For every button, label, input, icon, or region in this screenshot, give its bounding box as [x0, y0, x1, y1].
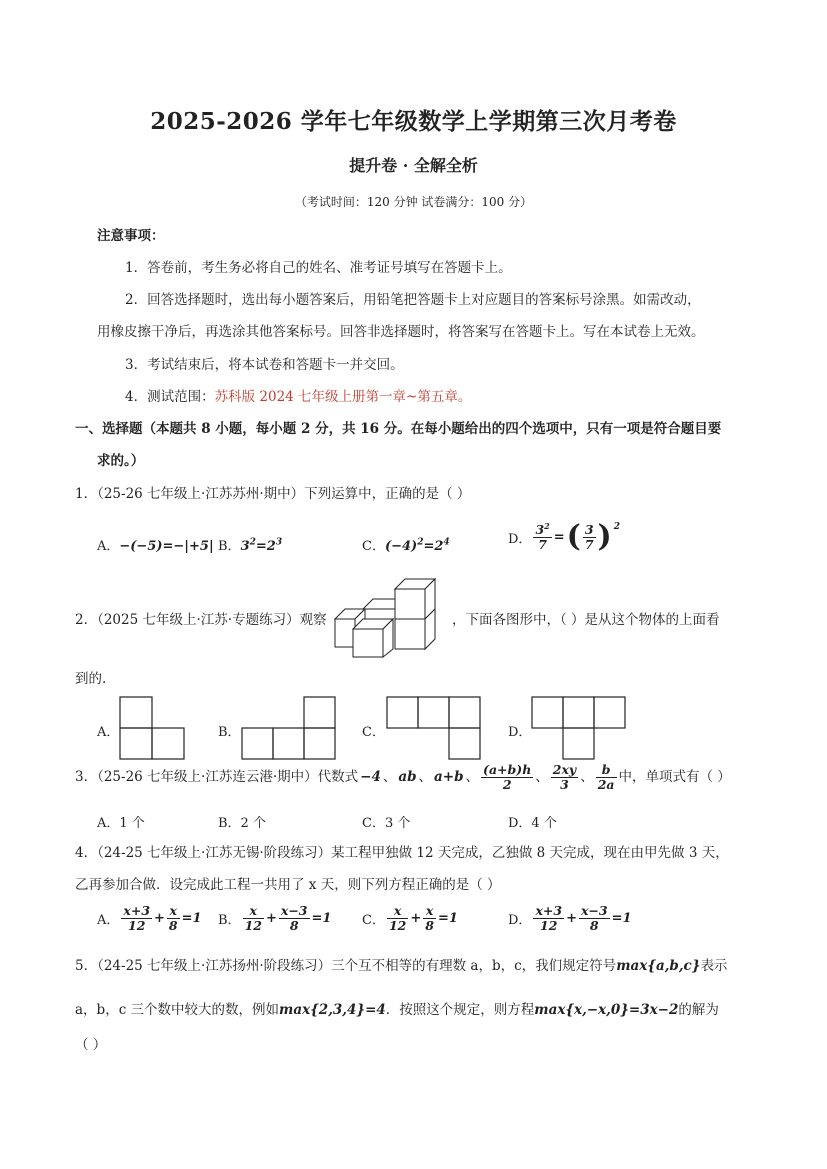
- q4-d-label: D．: [508, 912, 532, 928]
- q1-d-num-base: 3: [535, 522, 545, 538]
- notice-item-2b: 用橡皮擦干净后，再选涂其他答案标号。回答非选择题时，将答案写在答题卡上。写在本试卷上无效。: [97, 324, 705, 340]
- q1-option-c-label: C．: [362, 539, 385, 554]
- q5-stem-b3: 的解为: [678, 1002, 719, 1018]
- q3-option-d[interactable]: D．4 个: [508, 816, 557, 831]
- q2-option-c-figure[interactable]: [386, 696, 482, 760]
- q5-symbol: max{a,b,c}: [616, 958, 701, 974]
- q1-d-rnum: 3: [584, 521, 594, 537]
- q1-d-num-exp: 2: [544, 521, 550, 532]
- q1-option-b[interactable]: [218, 535, 282, 554]
- q4-option-a[interactable]: [97, 904, 202, 933]
- q4-d-n1: x+3: [535, 903, 563, 918]
- notice-item-3: 3．考试结束后，将本试卷和答题卡一并交回。: [125, 357, 404, 373]
- q1-option-d[interactable]: D． $\frac{3^2}{7}$ = ( $\frac{3}{7}$ ) $^2$: [508, 519, 620, 554]
- q4-d-eq: =1: [611, 910, 632, 926]
- q4-a-eq: =1: [181, 910, 202, 926]
- q5-equation: max{x,−x,0}=3x−2: [534, 1002, 679, 1018]
- q4-option-b[interactable]: [218, 904, 331, 933]
- q1-d-rden: 7: [584, 536, 594, 552]
- q3-term-1: −4: [360, 769, 381, 786]
- notice-item-4-prefix: 4．测试范围：: [125, 389, 215, 405]
- q4-b-plus: +: [265, 910, 277, 926]
- q3-option-c[interactable]: C．3 个: [362, 816, 411, 831]
- q4-a-d1: 12: [128, 917, 146, 933]
- q1-option-d-label: D．: [508, 531, 532, 547]
- q5-stem-line-1: [75, 958, 727, 974]
- q3-stem-b: 中，单项式有（ ）: [618, 769, 731, 786]
- q1-option-a[interactable]: [97, 535, 214, 554]
- q1-b-exp2: 3: [275, 537, 283, 548]
- q1-b-mid: =2: [255, 539, 276, 554]
- q2-cube-figure: [333, 577, 445, 659]
- q2-option-d-figure[interactable]: [531, 696, 627, 760]
- exam-meta: （考试时间：120 分钟 试卷满分：100 分）: [294, 195, 533, 209]
- notice-heading: 注意事项：: [97, 228, 165, 244]
- q4-c-n2: x: [423, 904, 436, 919]
- q3-term-2: ab: [398, 769, 417, 786]
- q4-c-d2: 8: [425, 917, 434, 933]
- q1-c-exp1: 2: [417, 537, 424, 548]
- q3-stem-a: 3．（25-26 七年级上·江苏连云港·期中）代数式: [75, 769, 359, 786]
- q1-option-c[interactable]: [362, 535, 450, 554]
- q2-stem-a: 2．（2025 七年级上·江苏·专题练习）观察: [75, 612, 327, 628]
- q4-a-label: A．: [97, 912, 120, 928]
- q5-stem-a: 5．（24-25 七年级上·江苏扬州·阶段练习）三个互不相等的有理数 a，b，c，我们规定符号: [75, 958, 617, 974]
- q1-d-den: 7: [538, 537, 547, 553]
- q1-c-base: (−4): [384, 539, 418, 554]
- q3-sep-3: 、: [465, 769, 480, 786]
- q3-term-6-den: 2a: [597, 776, 615, 792]
- q4-c-plus: +: [410, 910, 422, 926]
- q4-stem-a: 4．（24-25 七年级上·江苏无锡·阶段练习）某工程甲独做 12 天完成，乙独做 8 天完成，现在由甲先做 3 天，: [75, 845, 729, 861]
- q1-c-exp2: 4: [443, 537, 450, 548]
- section-1-heading-cont: 求的。）: [97, 453, 145, 469]
- q4-b-label: B．: [218, 912, 241, 928]
- q2-option-c-label[interactable]: C．: [362, 725, 385, 740]
- q3-term-5-num: 2xy: [552, 762, 577, 777]
- q3-term-4-den: 2: [502, 776, 512, 792]
- q4-d-plus: +: [566, 910, 577, 926]
- q4-b-eq: =1: [311, 910, 332, 926]
- q5-stem-b2: ．按照这个规定，则方程: [385, 1002, 535, 1018]
- q5-stem-line-2: [75, 1002, 719, 1018]
- section-1-heading: 一、选择题（本题共 8 小题，每小题 2 分，共 16 分。在每小题给出的四个选项中，只有一项是符合题目要: [75, 421, 722, 437]
- q2-option-a-figure[interactable]: [119, 696, 185, 760]
- q5-stem-a2: 表示: [700, 958, 728, 974]
- q2-option-a-label[interactable]: A．: [97, 725, 120, 740]
- q3-sep-2: 、: [418, 769, 433, 786]
- q2-stem-c: 到的.: [75, 671, 107, 687]
- q4-option-c[interactable]: [362, 904, 458, 933]
- q2-option-b-label[interactable]: B．: [218, 725, 241, 740]
- q1-option-a-label: A．: [97, 539, 120, 554]
- q4-c-d1: 12: [388, 917, 407, 933]
- q4-stem-b: 乙再参加合做．设完成此工程一共用了 x 天，则下列方程正确的是（ ）: [75, 877, 501, 893]
- q5-stem-b1: a，b，c 三个数中较大的数，例如: [75, 1002, 280, 1018]
- q1-c-mid: =2: [423, 539, 444, 554]
- q1-stem: 1．（25-26 七年级上·江苏苏州·期中）下列运算中，正确的是（ ）: [75, 486, 471, 502]
- q4-d-d2: 8: [589, 917, 599, 933]
- q5-answer-blank: （ ）: [75, 1037, 107, 1053]
- q1-b-base: 3: [240, 539, 250, 554]
- q4-a-plus: +: [154, 910, 165, 926]
- notice-item-4-range: 苏科版 2024 七年级上册第一章~第五章。: [214, 389, 472, 405]
- q1-option-a-expr: −(−5)=−|+5|: [119, 539, 214, 554]
- q4-c-eq: =1: [437, 910, 458, 926]
- q3-sep-5: 、: [580, 769, 594, 786]
- q4-b-d1: 12: [244, 917, 262, 933]
- q3-term-4-num: (a+b)h: [483, 762, 532, 777]
- q4-d-d1: 12: [540, 917, 558, 933]
- q1-b-exp1: 2: [249, 537, 256, 548]
- q3-option-b[interactable]: B．2 个: [218, 816, 266, 831]
- q4-c-label: C．: [362, 912, 385, 928]
- q4-b-n2: x−3: [280, 903, 308, 918]
- q2-stem-b: ，下面各图形中，（ ）是从这个物体的上面看: [452, 612, 720, 628]
- q4-option-d[interactable]: [508, 904, 632, 933]
- q4-d-n2: x−3: [580, 903, 608, 918]
- page-subtitle: 提升卷 · 全解全析: [349, 156, 478, 175]
- q3-sep-1: 、: [382, 769, 397, 786]
- q4-a-n1: x+3: [123, 903, 151, 918]
- q1-d-eq: =: [553, 529, 565, 545]
- q2-option-b-figure[interactable]: [241, 696, 337, 760]
- page-title: 2025-2026 学年七年级数学上学期第三次月考卷: [150, 108, 677, 135]
- notice-item-2a: 2．回答选择题时，选出每小题答案后，用铅笔把答题卡上对应题目的答案标号涂黑。如需改动，: [125, 292, 701, 308]
- q1-option-b-label: B．: [218, 539, 241, 554]
- q4-b-n1: x: [243, 904, 264, 919]
- q3-term-3: a+b: [434, 769, 464, 786]
- notice-item-1: 1．答卷前，考生务必将自己的姓名、准考证号填写在答题卡上。: [125, 260, 512, 276]
- q4-c-n1: x: [387, 904, 408, 919]
- q4-a-n2: x: [167, 904, 180, 919]
- q1-d-rexp: 2: [613, 522, 620, 532]
- q3-stem: [75, 763, 731, 792]
- q3-term-6-num: b: [596, 763, 617, 778]
- notice-item-4: [125, 389, 471, 405]
- q4-b-d2: 8: [289, 917, 299, 933]
- q4-a-d2: 8: [168, 917, 178, 933]
- q5-example: max{2,3,4}=4: [279, 1002, 386, 1018]
- q3-option-a[interactable]: A．1 个: [97, 816, 145, 831]
- q3-sep-4: 、: [535, 769, 549, 786]
- q3-term-5-den: 3: [560, 776, 569, 792]
- q2-option-d-label[interactable]: D．: [508, 725, 532, 740]
